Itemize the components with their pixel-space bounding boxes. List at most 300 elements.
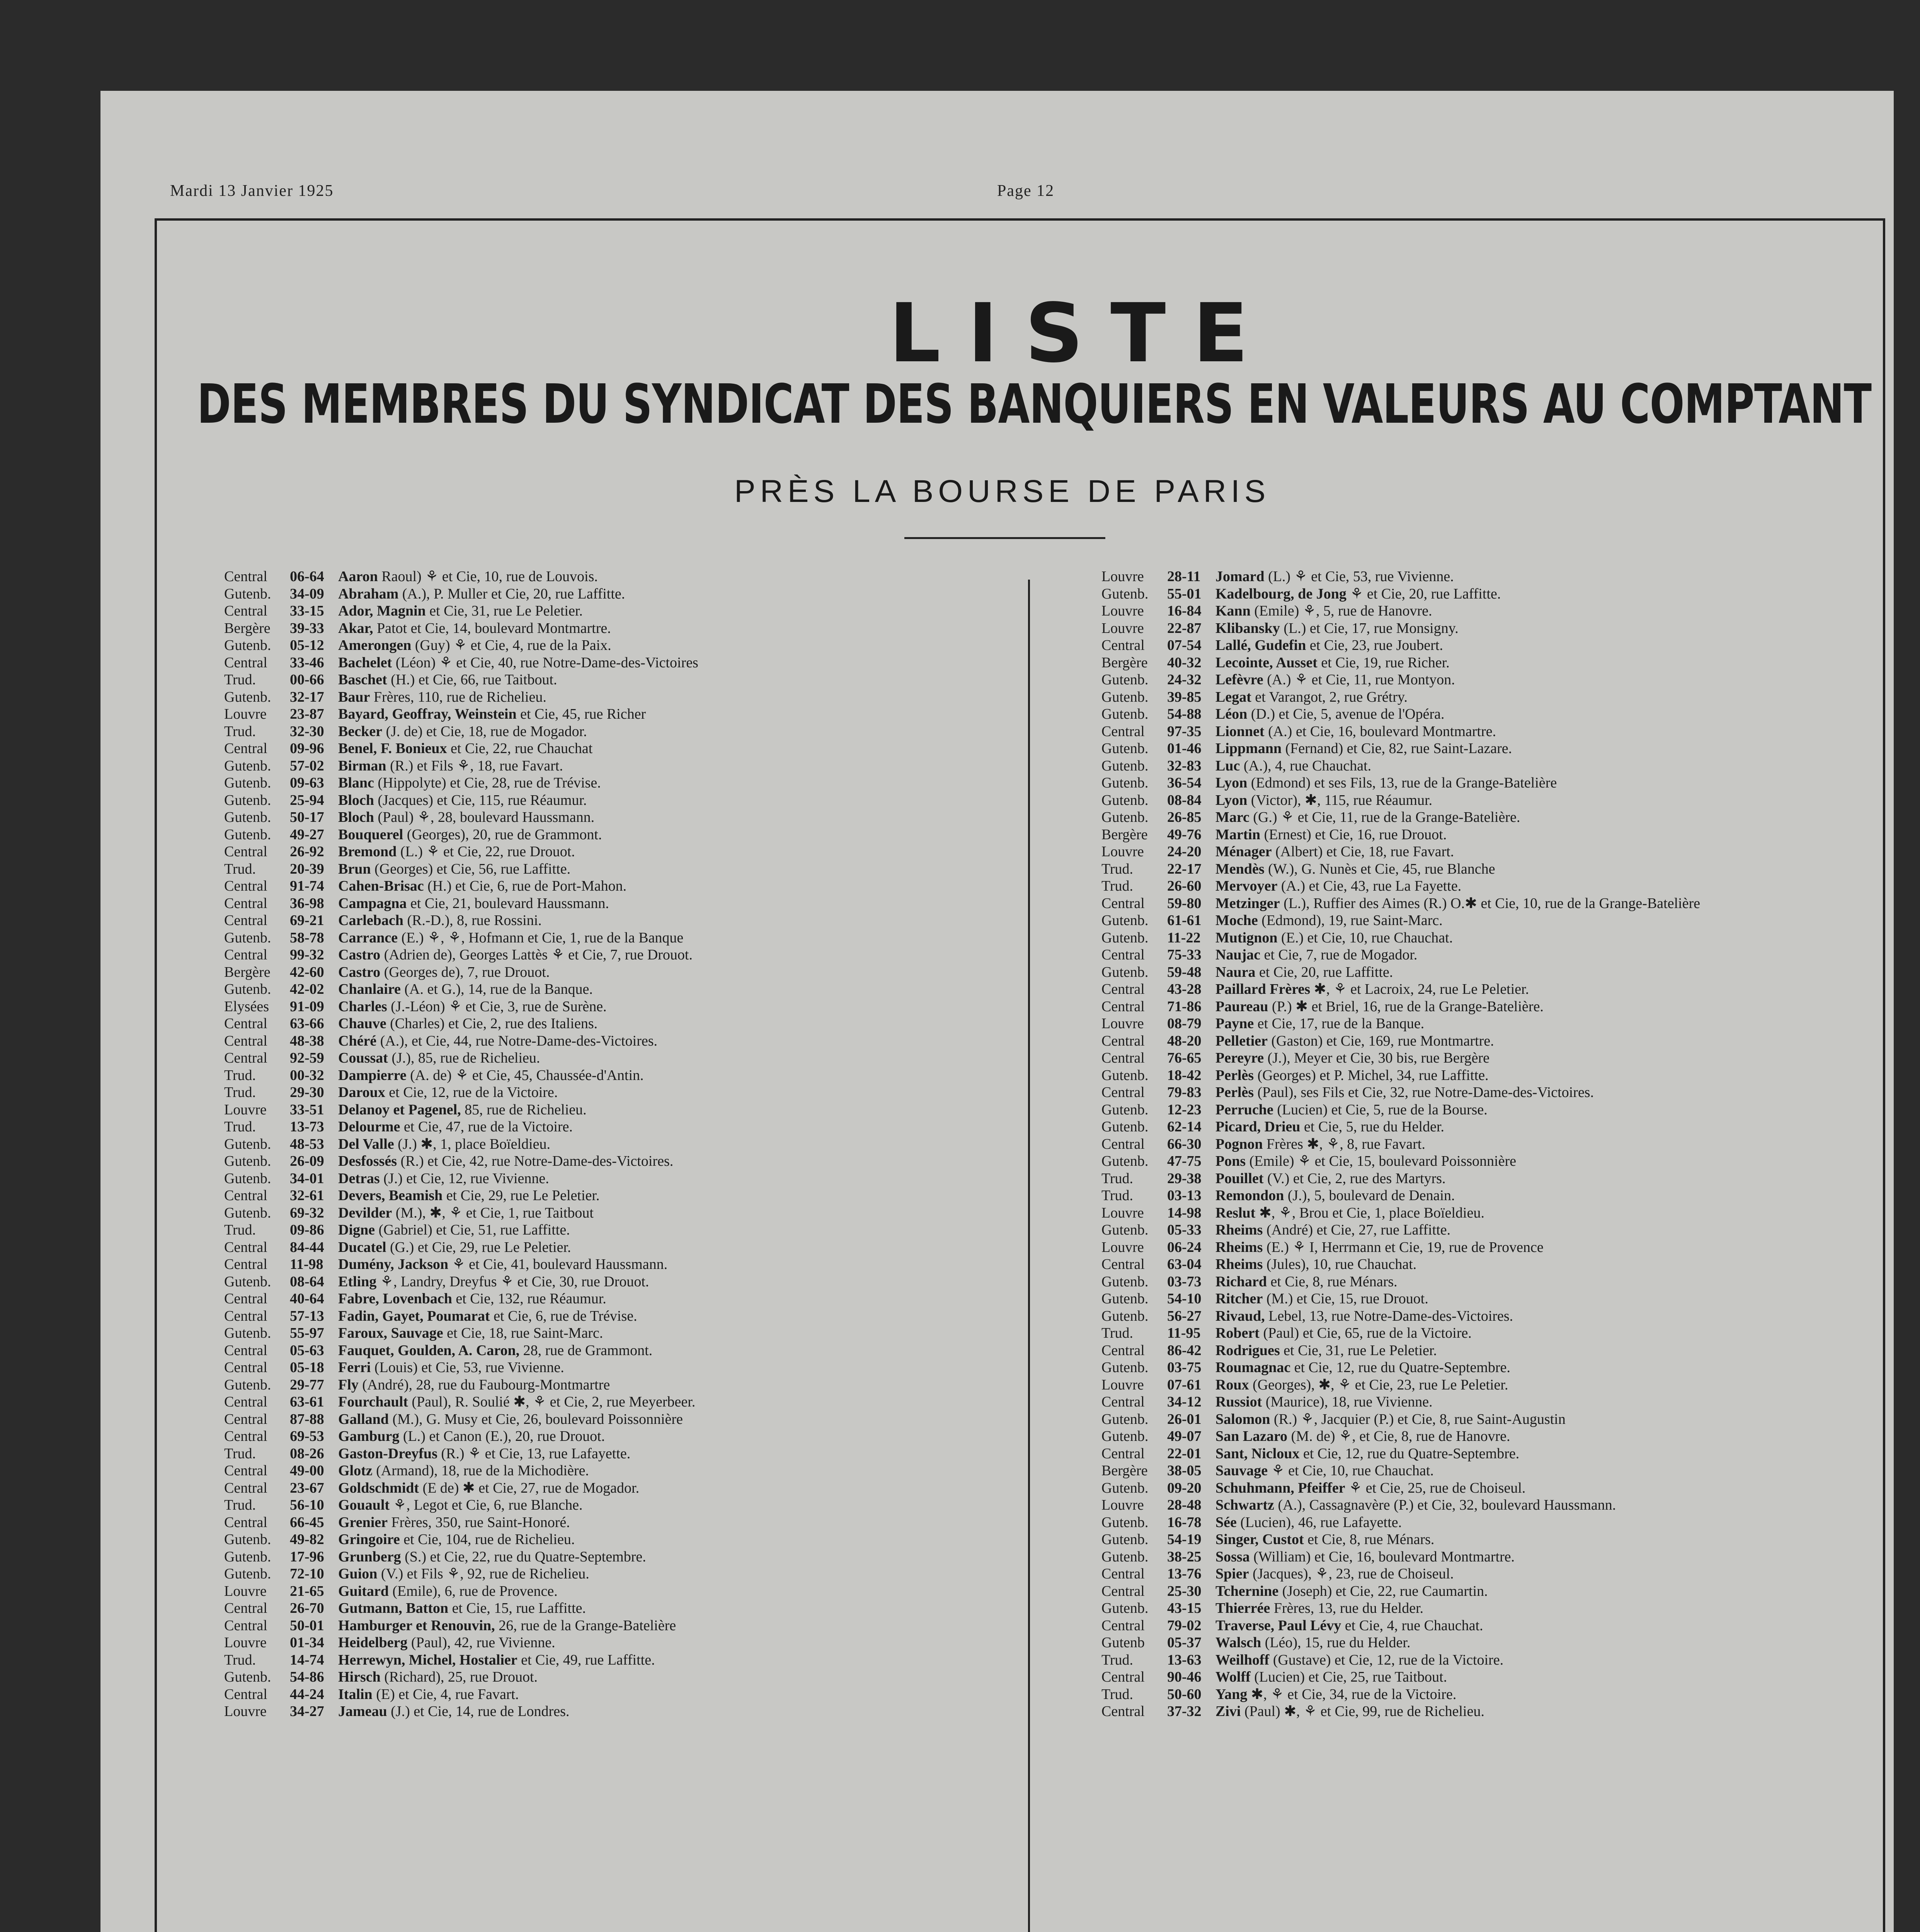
member-row (224, 1617, 1016, 1634)
member-phone: 21-65 (290, 1583, 324, 1599)
title-underline (904, 537, 1105, 539)
member-phone: 09-20 (1167, 1480, 1202, 1496)
member-phone: 36-98 (290, 895, 324, 912)
member-phone: 50-01 (290, 1617, 324, 1634)
member-phone: 39-33 (290, 620, 324, 636)
member-phone: 36-54 (1167, 775, 1202, 791)
member-phone: 56-10 (290, 1497, 324, 1513)
member-phone: 22-01 (1167, 1445, 1202, 1462)
member-exchange: Louvre (1101, 1376, 1144, 1393)
member-phone: 63-61 (290, 1394, 324, 1410)
member-exchange: Gutenb. (224, 929, 271, 946)
member-exchange: Central (224, 878, 267, 894)
member-name: Jameau (338, 1703, 387, 1719)
member-phone: 29-30 (290, 1084, 324, 1100)
member-name: Yang (1215, 1686, 1248, 1702)
member-address: 85, rue de Richelieu. (461, 1101, 587, 1118)
member-exchange: Gutenb. (224, 1548, 271, 1565)
member-row (224, 585, 1016, 603)
member-name: Benel, F. Bonieux (338, 740, 447, 757)
member-row (1101, 1136, 1894, 1153)
member-address: (R.) ⚘, Jacquier (P.) et Cie, 8, rue Saint-Augustin (1270, 1411, 1566, 1427)
member-exchange: Gutenb. (224, 1669, 271, 1685)
member-name: Bachelet (338, 654, 392, 671)
member-address: (Paul), ses Fils et Cie, 32, rue Notre-Dame-des-Victoires. (1254, 1084, 1594, 1100)
member-phone: 49-82 (290, 1531, 324, 1548)
member-name: Metzinger (1215, 895, 1280, 912)
member-exchange: Louvre (1101, 844, 1144, 860)
member-name: Castro (338, 964, 381, 980)
member-row (224, 912, 1016, 929)
member-row (224, 1325, 1016, 1342)
member-name: Desfossés (338, 1153, 397, 1169)
member-phone: 01-46 (1167, 740, 1202, 757)
member-name: Bloch (338, 792, 374, 808)
member-address: 28, rue de Grammont. (519, 1342, 653, 1359)
member-exchange: Gutenb. (1101, 740, 1149, 757)
member-name: Gringoire (338, 1531, 400, 1548)
member-name: Ménager (1215, 844, 1272, 860)
member-phone: 09-96 (290, 740, 324, 757)
member-name: Rheims (1215, 1222, 1263, 1238)
member-phone: 50-17 (290, 809, 324, 825)
member-address: Patot et Cie, 14, boulevard Montmartre. (373, 620, 611, 636)
member-phone: 91-09 (290, 998, 324, 1015)
member-address: (Jacques), ⚘, 23, rue de Choiseul. (1249, 1566, 1454, 1582)
member-phone: 05-37 (1167, 1634, 1202, 1651)
member-row (1101, 1359, 1894, 1376)
member-name: Sée (1215, 1514, 1237, 1531)
member-name: Chéré (338, 1032, 377, 1049)
member-address: et Cie, 8, rue Ménars. (1267, 1273, 1397, 1290)
member-name: Jomard (1215, 568, 1265, 585)
member-exchange: Gutenb. (1101, 1548, 1149, 1565)
member-row (1101, 1565, 1894, 1583)
member-exchange: Trud. (224, 861, 256, 877)
member-name: Fadin, Gayet, Poumarat (338, 1308, 490, 1324)
member-phone: 49-07 (1167, 1428, 1202, 1444)
column-divider (1028, 580, 1030, 1932)
member-address: (J.) et Cie, 12, rue Vivienne. (380, 1170, 549, 1187)
member-row (1101, 1084, 1894, 1101)
member-row (224, 1445, 1016, 1463)
member-exchange: Central (224, 1015, 267, 1032)
member-phone: 06-64 (290, 568, 324, 585)
member-phone: 49-27 (290, 826, 324, 843)
member-address: (André) et Cie, 27, rue Laffitte. (1263, 1222, 1451, 1238)
member-address: et Cie, 31, rue Le Peletier. (1280, 1342, 1437, 1359)
member-row (1101, 1187, 1894, 1204)
member-name: Robert (1215, 1325, 1260, 1341)
member-address: (L.) et Cie, 17, rue Monsigny. (1280, 620, 1459, 636)
member-name: Moche (1215, 912, 1258, 929)
member-phone: 00-66 (290, 672, 324, 688)
member-exchange: Central (224, 603, 267, 619)
member-name: Birman (338, 757, 386, 774)
member-address: (H.) et Cie, 6, rue de Port-Mahon. (424, 878, 627, 894)
member-address: (M. de) ⚘, et Cie, 8, rue de Hanovre. (1287, 1428, 1510, 1444)
member-exchange: Gutenb. (1101, 689, 1149, 705)
member-address: Lebel, 13, rue Notre-Dame-des-Victoires. (1265, 1308, 1513, 1324)
member-phone: 71-86 (1167, 998, 1202, 1015)
issue-date: Mardi 13 Janvier 1925 (170, 182, 334, 200)
member-row (224, 1308, 1016, 1325)
member-phone: 29-77 (290, 1376, 324, 1393)
member-exchange: Gutenb. (1101, 1514, 1149, 1531)
member-phone: 05-18 (290, 1359, 324, 1376)
member-address: (A.), et Cie, 44, rue Notre-Dame-des-Victoires. (376, 1032, 658, 1049)
member-phone: 59-80 (1167, 895, 1202, 912)
member-phone: 16-78 (1167, 1514, 1202, 1531)
member-row (1101, 602, 1894, 620)
member-address: (L.) et Canon (E.), 20, rue Drouot. (399, 1428, 605, 1444)
member-name: Charles (338, 998, 387, 1015)
member-row (1101, 1634, 1894, 1651)
member-address: (Hippolyte) et Cie, 28, rue de Trévise. (374, 775, 601, 791)
member-row (1101, 774, 1894, 792)
member-row (224, 1084, 1016, 1101)
member-exchange: Central (1101, 1256, 1145, 1272)
member-exchange: Gutenb. (1101, 1600, 1149, 1616)
member-address: et Cie, 21, boulevard Haussmann. (407, 895, 609, 912)
member-exchange: Central (1101, 1394, 1145, 1410)
member-exchange: Louvre (1101, 568, 1144, 585)
member-address: (Gaston) et Cie, 169, rue Montmartre. (1268, 1032, 1494, 1049)
member-name: Digne (338, 1222, 375, 1238)
title-bourse: PRÈS LA BOURSE DE PARIS (734, 474, 1270, 509)
member-row (224, 1170, 1016, 1187)
member-row (1101, 1049, 1894, 1067)
member-exchange: Central (1101, 1617, 1145, 1634)
member-row (224, 1548, 1016, 1566)
member-address: (Victor), ✱, 115, rue Réaumur. (1247, 792, 1433, 808)
member-row (1101, 1428, 1894, 1445)
member-row (1101, 637, 1894, 654)
member-address: et Cie, 47, rue de la Victoire. (400, 1119, 573, 1135)
member-name: Hamburger et Renouvin, (338, 1617, 495, 1634)
member-exchange: Gutenb. (224, 809, 271, 825)
member-name: Gutmann, Batton (338, 1600, 449, 1616)
member-exchange: Central (224, 1359, 267, 1376)
member-row (224, 706, 1016, 723)
member-phone: 11-95 (1167, 1325, 1201, 1341)
member-phone: 22-87 (1167, 620, 1202, 636)
member-address: Frères ✱, ⚘, 8, rue Favart. (1263, 1136, 1425, 1152)
member-phone: 99-32 (290, 947, 324, 963)
member-phone: 23-87 (290, 706, 324, 722)
member-address: et Cie, 15, rue Laffitte. (448, 1600, 586, 1616)
member-address: ⚘ et Cie, 41, boulevard Haussmann. (448, 1256, 668, 1272)
member-exchange: Central (224, 1394, 267, 1410)
member-row (1101, 1376, 1894, 1394)
member-name: Mutignon (1215, 929, 1278, 946)
member-name: Lionnet (1215, 723, 1265, 740)
member-row (1101, 826, 1894, 844)
member-exchange: Gutenb. (224, 689, 271, 705)
member-phone: 16-84 (1167, 603, 1202, 619)
member-row (224, 1049, 1016, 1067)
member-row (1101, 689, 1894, 706)
member-name: San Lazaro (1215, 1428, 1288, 1444)
member-exchange: Central (1101, 1583, 1145, 1599)
member-exchange: Gutenb. (224, 775, 271, 791)
member-row (224, 602, 1016, 620)
member-exchange: Central (1101, 998, 1145, 1015)
member-name: Salomon (1215, 1411, 1270, 1427)
member-name: Abraham (338, 585, 399, 602)
member-name: Gamburg (338, 1428, 400, 1444)
member-address: (E.) et Cie, 10, rue Chauchat. (1277, 929, 1453, 946)
member-exchange: Gutenb. (224, 1204, 271, 1221)
member-row (1101, 1600, 1894, 1617)
member-exchange: Central (224, 1600, 267, 1616)
member-phone: 34-09 (290, 585, 324, 602)
member-name: Pereyre (1215, 1050, 1264, 1066)
member-address: et Cie, 5, rue du Helder. (1300, 1119, 1445, 1135)
member-address: et Cie, 104, rue de Richelieu. (400, 1531, 575, 1548)
member-phone: 07-61 (1167, 1376, 1202, 1393)
member-name: Reslut (1215, 1204, 1256, 1221)
member-exchange: Gutenb. (1101, 1119, 1149, 1135)
member-address: et Cie, 23, rue Joubert. (1306, 637, 1443, 653)
member-address: Frères, 350, rue Saint-Honoré. (388, 1514, 570, 1531)
member-phone: 13-73 (290, 1119, 324, 1135)
member-row (1101, 946, 1894, 964)
member-phone: 26-70 (290, 1600, 324, 1616)
member-exchange: Gutenb. (224, 1376, 271, 1393)
member-address: (J.), 85, rue de Richelieu. (388, 1050, 540, 1066)
member-phone: 38-05 (1167, 1463, 1202, 1479)
member-phone: 57-13 (290, 1308, 324, 1324)
member-name: Chanlaire (338, 981, 401, 997)
member-row (224, 1290, 1016, 1308)
member-exchange: Trud. (224, 1222, 256, 1238)
member-exchange: Gutenb. (1101, 1359, 1149, 1376)
member-address: (M.) et Cie, 15, rue Drouot. (1263, 1291, 1428, 1307)
member-exchange: Louvre (1101, 620, 1144, 636)
member-row (224, 1531, 1016, 1548)
member-exchange: Central (1101, 1703, 1145, 1719)
member-address: ✱, ⚘, Brou et Cie, 1, place Boïeldieu. (1255, 1204, 1484, 1221)
member-exchange: Central (224, 1480, 267, 1496)
member-name: Blanc (338, 775, 374, 791)
member-phone: 28-11 (1167, 568, 1201, 585)
member-row (224, 1393, 1016, 1411)
member-row (1101, 1170, 1894, 1187)
member-exchange: Central (1101, 1050, 1145, 1066)
member-address: (P.) ✱ et Briel, 16, rue de la Grange-Batelière. (1268, 998, 1544, 1015)
member-phone: 63-66 (290, 1015, 324, 1032)
member-exchange: Gutenb. (224, 1531, 271, 1548)
member-phone: 59-48 (1167, 964, 1202, 980)
member-name: Carrance (338, 929, 398, 946)
member-exchange: Louvre (1101, 1204, 1144, 1221)
member-phone: 12-23 (1167, 1101, 1202, 1118)
member-name: Rodrigues (1215, 1342, 1280, 1359)
member-exchange: Gutenb. (224, 1153, 271, 1169)
member-exchange: Trud. (1101, 861, 1134, 877)
member-address: (Georges de), 7, rue Drouot. (380, 964, 550, 980)
member-row (1101, 1462, 1894, 1480)
member-address: (V.) et Cie, 2, rue des Martyrs. (1263, 1170, 1446, 1187)
member-row (1101, 620, 1894, 637)
member-name: Ritcher (1215, 1291, 1263, 1307)
member-row (224, 757, 1016, 775)
member-phone: 03-73 (1167, 1273, 1202, 1290)
member-phone: 50-60 (1167, 1686, 1202, 1702)
member-name: Remondon (1215, 1187, 1284, 1204)
member-address: et Cie, 8, rue Ménars. (1304, 1531, 1435, 1548)
member-name: Tchernine (1215, 1583, 1279, 1599)
member-name: Roux (1215, 1376, 1249, 1393)
member-row (224, 671, 1016, 689)
member-name: Rheims (1215, 1256, 1263, 1272)
member-address: (R.) et Cie, 42, rue Notre-Dame-des-Victoires. (397, 1153, 674, 1169)
member-row (224, 1565, 1016, 1583)
member-row (1101, 1703, 1894, 1720)
member-exchange: Central (224, 568, 267, 585)
member-row (224, 998, 1016, 1015)
member-exchange: Trud. (1101, 1325, 1134, 1341)
member-phone: 91-74 (290, 878, 324, 894)
member-address: (Georges), ✱, ⚘ et Cie, 23, rue Le Peletier. (1249, 1376, 1508, 1393)
member-address: et Cie, 132, rue Réaumur. (452, 1291, 606, 1307)
member-exchange: Central (1101, 1566, 1145, 1582)
member-exchange: Louvre (224, 1583, 267, 1599)
member-exchange: Louvre (1101, 1015, 1144, 1032)
member-phone: 07-54 (1167, 637, 1202, 653)
member-row (224, 1583, 1016, 1600)
member-address: (Ernest) et Cie, 16, rue Drouot. (1260, 826, 1447, 843)
member-phone: 20-39 (290, 861, 324, 877)
member-name: Amerongen (338, 637, 412, 653)
member-name: Bayard, Geoffray, Weinstein (338, 706, 517, 722)
member-name: Thierrée (1215, 1600, 1270, 1616)
member-row (1101, 1118, 1894, 1136)
member-exchange: Elysées (224, 998, 269, 1015)
member-address: (Albert) et Cie, 18, rue Favart. (1271, 844, 1454, 860)
member-phone: 06-24 (1167, 1239, 1202, 1255)
member-exchange: Central (1101, 1342, 1145, 1359)
member-phone: 43-28 (1167, 981, 1202, 997)
member-address: et Cie, 31, rue Le Peletier. (426, 603, 583, 619)
member-row (1101, 757, 1894, 775)
member-address: et Cie, 12, rue du Quatre-Septembre. (1299, 1445, 1520, 1462)
member-name: Wolff (1215, 1669, 1251, 1685)
member-row (224, 1101, 1016, 1119)
member-row (224, 964, 1016, 981)
member-exchange: Louvre (1101, 603, 1144, 619)
member-phone: 86-42 (1167, 1342, 1202, 1359)
member-exchange: Bergère (224, 620, 271, 636)
member-row (224, 1204, 1016, 1222)
member-row (224, 1256, 1016, 1273)
member-exchange: Gutenb. (1101, 672, 1149, 688)
member-address: (Georges) et P. Michel, 34, rue Laffitte. (1254, 1067, 1489, 1083)
member-name: Grunberg (338, 1548, 401, 1565)
member-address: (Maurice), 18, rue Vivienne. (1262, 1394, 1433, 1410)
member-address: (Richard), 25, rue Drouot. (380, 1669, 538, 1685)
member-phone: 54-86 (290, 1669, 324, 1685)
member-exchange: Central (1101, 947, 1145, 963)
top-rule (155, 218, 1885, 221)
member-address: (Paul), 42, rue Vivienne. (407, 1634, 555, 1651)
member-row (1101, 1015, 1894, 1032)
member-phone: 26-85 (1167, 809, 1202, 825)
member-phone: 00-32 (290, 1067, 324, 1083)
member-exchange: Central (224, 1411, 267, 1427)
member-name: Guitard (338, 1583, 389, 1599)
member-phone: 23-67 (290, 1480, 324, 1496)
member-row (1101, 1204, 1894, 1222)
member-row (224, 861, 1016, 878)
member-phone: 32-30 (290, 723, 324, 740)
member-address: Frères, 13, rue du Helder. (1270, 1600, 1424, 1616)
member-address: (Guy) ⚘ et Cie, 4, rue de la Paix. (411, 637, 611, 653)
member-row (1101, 1342, 1894, 1359)
member-name: Gouault (338, 1497, 390, 1513)
member-address: (J. de) et Cie, 18, rue de Mogador. (382, 723, 587, 740)
member-address: (E.) ⚘, ⚘, Hofmann et Cie, 1, rue de la Banque (398, 929, 684, 946)
member-row (1101, 792, 1894, 809)
member-phone: 17-96 (290, 1548, 324, 1565)
member-address: (André), 28, rue du Faubourg-Montmartre (358, 1376, 610, 1393)
member-address: (Paul) ⚘, 28, boulevard Haussmann. (374, 809, 595, 825)
member-row (1101, 1583, 1894, 1600)
member-row (224, 1497, 1016, 1514)
member-exchange: Central (224, 1187, 267, 1204)
member-row (224, 1153, 1016, 1170)
member-phone: 42-02 (290, 981, 324, 997)
member-exchange: Central (224, 895, 267, 912)
member-exchange: Central (224, 1686, 267, 1702)
member-row (224, 723, 1016, 740)
member-name: Mervoyer (1215, 878, 1278, 894)
member-row (1101, 1308, 1894, 1325)
member-exchange: Central (1101, 637, 1145, 653)
member-exchange: Gutenb. (1101, 1308, 1149, 1324)
member-exchange: Trud. (1101, 1686, 1134, 1702)
member-name: Schwartz (1215, 1497, 1274, 1513)
member-row (224, 1273, 1016, 1291)
member-name: Sossa (1215, 1548, 1250, 1565)
member-exchange: Gutenb. (224, 981, 271, 997)
member-phone: 69-53 (290, 1428, 324, 1444)
member-exchange: Gutenb. (1101, 964, 1149, 980)
member-exchange: Central (224, 1050, 267, 1066)
member-row (224, 1668, 1016, 1686)
member-address: (R.) ⚘ et Cie, 13, rue Lafayette. (437, 1445, 631, 1462)
member-row (224, 1015, 1016, 1032)
member-row (1101, 1411, 1894, 1428)
member-address: (V.) et Fils ⚘, 92, rue de Richelieu. (377, 1566, 589, 1582)
member-address: et Varangot, 2, rue Grétry. (1251, 689, 1408, 705)
member-row (1101, 740, 1894, 757)
member-exchange: Gutenb. (1101, 929, 1149, 946)
member-name: Léon (1215, 706, 1248, 722)
member-address: (Jules), 10, rue Chauchat. (1263, 1256, 1417, 1272)
member-phone: 32-17 (290, 689, 324, 705)
member-name: Schuhmann, Pfeiffer (1215, 1480, 1345, 1496)
member-row (224, 792, 1016, 809)
member-address: 26, rue de la Grange-Batelière (495, 1617, 676, 1634)
member-exchange: Gutenb. (1101, 1428, 1149, 1444)
member-address: (Gabriel) et Cie, 51, rue Laffitte. (375, 1222, 570, 1238)
member-row (224, 1480, 1016, 1497)
member-name: Ador, Magnin (338, 603, 426, 619)
member-name: Perruche (1215, 1101, 1273, 1118)
member-phone: 66-45 (290, 1514, 324, 1531)
